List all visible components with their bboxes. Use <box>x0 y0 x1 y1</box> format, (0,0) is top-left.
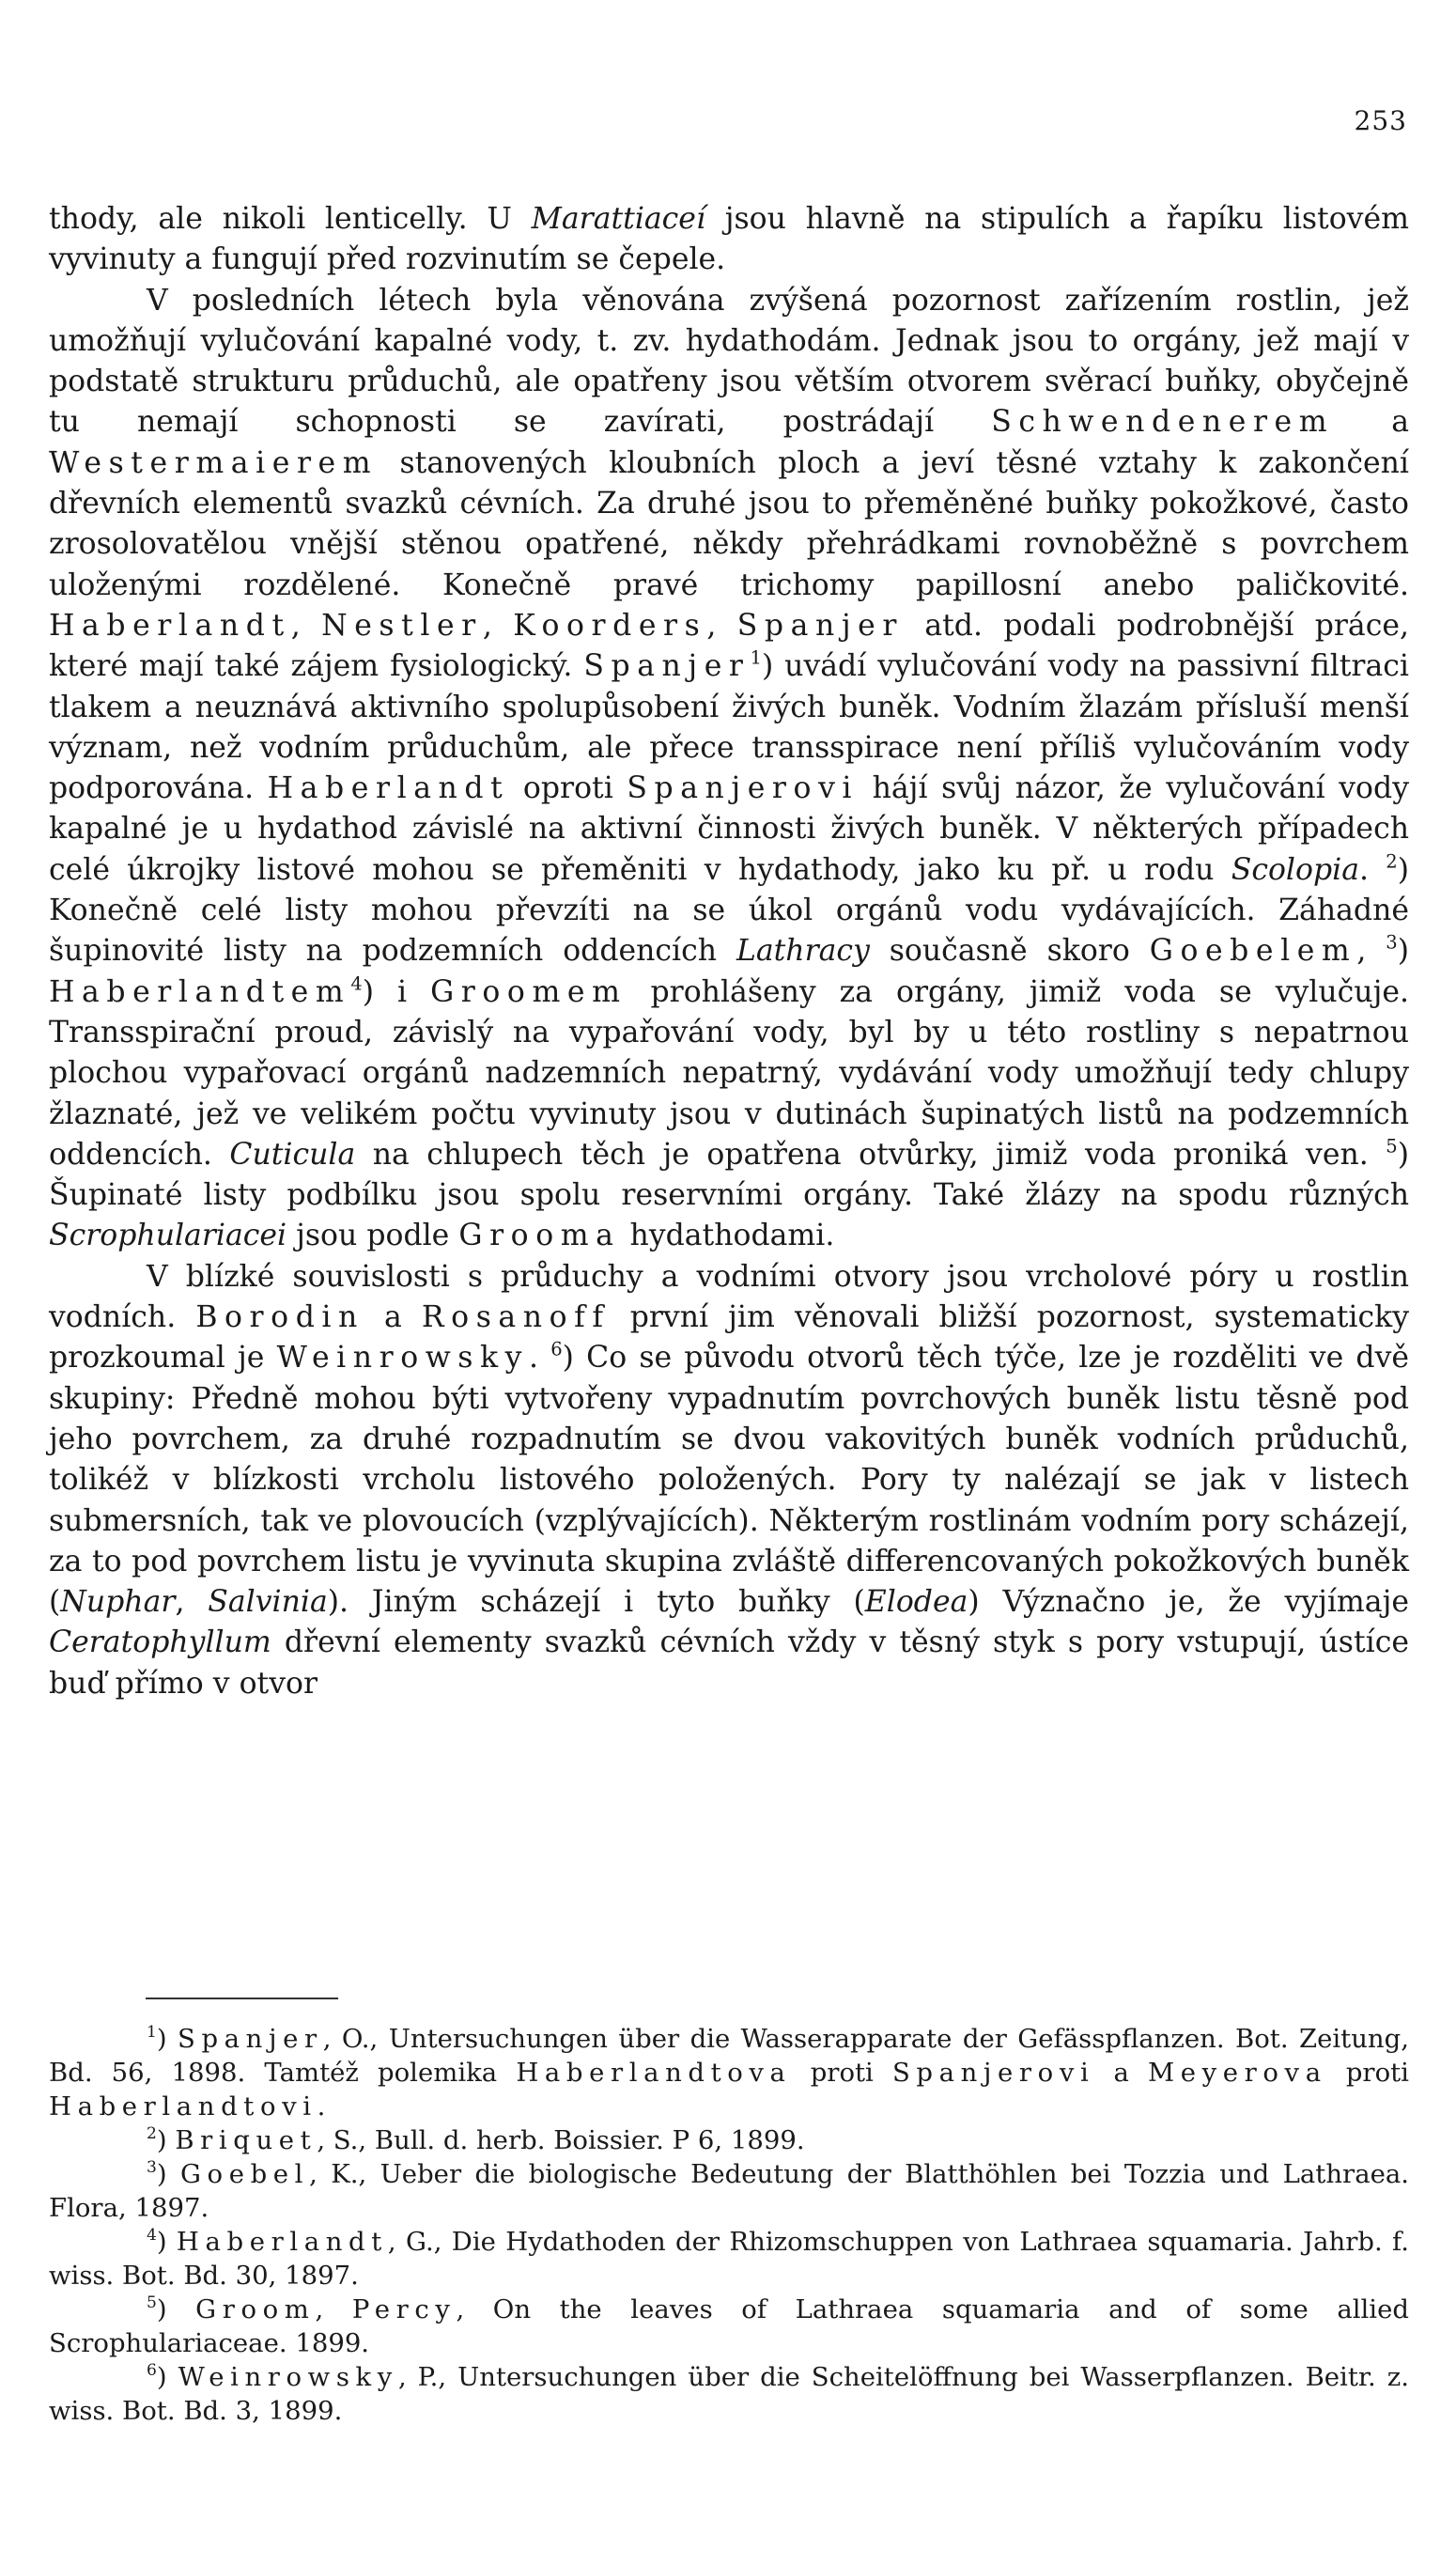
text-run: hájí svůj názor, že vylučování vody kapalné je u hydathod závislé na aktivní činnosti živých buněk. V některých případech celé úkrojky listové mohou se přeměniti v hydathody, jako ku př. u rodu <box>49 771 1409 887</box>
text-run: proti <box>791 2058 892 2088</box>
italic-term: Nuphar <box>60 1585 176 1620</box>
spaced-name: Borodin <box>195 1300 364 1335</box>
spaced-name: Rosanoff <box>421 1300 611 1335</box>
spaced-name: Schwendenerem <box>991 405 1335 440</box>
spaced-name: Weinrowsky <box>178 2362 398 2392</box>
text-run: ) <box>156 2362 178 2392</box>
spaced-name: Meyerova <box>1148 2058 1327 2088</box>
italic-term: Salvinia <box>208 1585 328 1620</box>
spaced-name: Westermaierem <box>49 445 379 480</box>
text-run: ) uvádí vylučování vody na passivní filtraci tlakem a neuznává aktivního spolupůsobení živých buněk. Vodním žlazám přísluší menší význam, než vodním průduchům, ale přece transspirace není příliš vylučováním vody podporována. <box>49 649 1409 806</box>
footnote-marker: 3 <box>147 2157 157 2177</box>
spaced-name: Koorders <box>513 608 707 643</box>
text-run: , <box>175 1585 209 1620</box>
footnote <box>49 2157 1409 2225</box>
text-run: první jim věnovali bližší pozornost, systematicky prozkoumal je <box>49 1300 1409 1376</box>
text-run: atd. podali podrobnější práce, které mají také zájem fysiologický. <box>49 608 1410 684</box>
footnote-marker: 4 <box>147 2225 157 2245</box>
text-run: ) <box>156 2125 176 2155</box>
text-run: ) Konečně celé listy mohou převzíti na se úkol orgánů vodu vydávajících. Záhadné šupinovité listy na podzemních oddencích <box>49 852 1409 969</box>
text-run: proti <box>1326 2058 1409 2088</box>
text-run: jsou hlavně na stipulích a řapíku listovém vyvinuty a fungují před rozvinutím se čepele. <box>49 202 1409 277</box>
text-run: , On the leaves of Lathraea squamaria and of some allied Scrophulariaceae. 1899. <box>49 2294 1409 2358</box>
text-run: , <box>315 2294 352 2324</box>
footnote-marker: 5 <box>1386 1135 1398 1158</box>
spaced-name: Grooma <box>458 1219 621 1253</box>
text-run: ) Šupinaté listy podbílku jsou spolu reservními orgány. Také žlázy na spodu různých <box>49 1137 1409 1213</box>
italic-term: Scolopia <box>1231 852 1359 887</box>
spaced-name: Haberlandtovi <box>49 2091 318 2122</box>
paragraph <box>49 281 1409 1257</box>
text-run: ) <box>156 2159 180 2189</box>
text-run: a <box>1094 2058 1149 2088</box>
paragraph <box>49 1257 1409 1704</box>
footnote <box>49 2123 1409 2157</box>
footnote <box>49 2225 1409 2293</box>
text-run: hydathodami. <box>620 1219 835 1253</box>
paragraph <box>49 199 1409 281</box>
text-run: ). Jiným scházejí i tyto buňky ( <box>327 1585 865 1620</box>
body-text <box>49 199 1409 1704</box>
text-run: stanovených kloubních ploch a jeví těsné vztahy k zakončení dřevních elementů svazků cévních. Za druhé jsou to přeměněné buňky pokožkové, často zrosolovatělou vnější stěnou opatřené, někdy přehrádkami rovnoběžně s povrchem uloženými rozdělené. Konečně pravé trichomy papillosní anebo paličkovité. <box>49 445 1409 602</box>
text-run: ) <box>156 2024 178 2054</box>
footnote-marker: 6 <box>147 2360 157 2380</box>
italic-term: Cuticula <box>229 1137 356 1172</box>
spaced-name: Spanjerovi <box>891 2058 1095 2088</box>
text-run: ) Význačno je, že vyjímaje <box>968 1585 1409 1620</box>
text-run: ) i <box>362 974 431 1009</box>
text-run: , K., Ueber die biologische Bedeutung der Blatthöhlen bei Tozzia und Lathraea. Flora, 1897. <box>49 2159 1409 2223</box>
spaced-name: Haberlandt <box>49 608 291 643</box>
spaced-name: Spanjer <box>583 649 751 684</box>
footnote-marker: 2 <box>147 2123 157 2143</box>
footnote <box>49 2022 1409 2123</box>
spaced-name: Groomem <box>430 974 627 1009</box>
footnote <box>49 2360 1409 2428</box>
text-run: a <box>1334 405 1410 440</box>
spaced-name: Haberlandtem <box>49 974 351 1009</box>
text-run: prohlášeny za orgány, jimiž voda se vylučuje. Transspirační proud, závislý na vypařování vody, byl by u této rostliny s nepatrnou plochou vypařovací orgánů nadzemních nepatrný, vydávání vody umožňují tedy chlupy žlaznaté, jež ve velikém počtu vyvinuty jsou v dutinách šupinatých listů na podzemních oddencích. <box>49 974 1410 1172</box>
footnote-marker: 5 <box>147 2293 157 2312</box>
text-run: a <box>364 1300 422 1335</box>
text-run: V blízké souvislosti s průduchy a vodními otvory jsou vrcholové póry u rostlin vodních. <box>49 1259 1409 1335</box>
text-run: , O., Untersuchungen über die Wasserapparate der Gefässpflanzen. Bot. Zeitung, Bd. 56, 1898. Tamtéž polemika <box>49 2024 1409 2088</box>
spaced-name: Groom <box>195 2294 316 2324</box>
italic-term: Marattiaceí <box>531 202 706 236</box>
spaced-name: Percy <box>351 2294 457 2324</box>
spaced-name: Goebelem <box>1149 934 1357 969</box>
spaced-name: Spanjer <box>736 608 904 643</box>
text-run: , P., Untersuchungen über die Scheitelöffnung bei Wasserpflanzen. Beitr. z. wiss. Bot. Bd. 3, 1899. <box>49 2362 1409 2426</box>
text-run: oproti <box>509 771 627 806</box>
text-run: , <box>290 608 322 643</box>
footnote-marker: 1 <box>147 2022 157 2042</box>
spaced-name: Spanjerovi <box>627 771 860 806</box>
spaced-name: Nestler <box>321 608 483 643</box>
spaced-name: Haberlandtova <box>516 2058 792 2088</box>
text-run: , <box>706 608 737 643</box>
text-run: na chlupech těch je opatřena otvůrky, jimiž voda proniká ven. <box>355 1137 1386 1172</box>
text-run: jsou podle <box>287 1219 459 1253</box>
text-run: . <box>317 2091 326 2122</box>
text-run: . <box>529 1341 551 1376</box>
text-run: , G., Die Hydathoden der Rhizomschuppen von Lathraea squamaria. Jahrb. f. wiss. Bot. Bd. 30, 1897. <box>49 2227 1409 2291</box>
spaced-name: Goebel <box>179 2159 310 2189</box>
text-run: ) <box>156 2294 196 2324</box>
spaced-name: Haberlandt <box>267 771 510 806</box>
text-run: , <box>482 608 514 643</box>
text-run: , <box>1356 934 1386 969</box>
text-run: ) <box>1397 934 1409 969</box>
text-run: thody, ale nikoli lenticelly. U <box>49 202 532 236</box>
page-number: 253 <box>1354 105 1407 136</box>
spaced-name: Spanjer <box>178 2024 323 2054</box>
text-run: dřevní elementy svazků cévních vždy v těsný styk s pory vstupují, ústíce buď přímo v otvor <box>49 1625 1409 1701</box>
italic-term: Lathracy <box>736 934 870 969</box>
footnote <box>49 2293 1409 2360</box>
italic-term: Scrophulariacei <box>49 1219 287 1253</box>
spaced-name: Weinrowsky <box>276 1341 530 1376</box>
spaced-name: Haberlandt <box>176 2227 388 2257</box>
spaced-name: Briquet <box>175 2125 318 2155</box>
text-run: , S., Bull. d. herb. Boissier. P 6, 1899. <box>317 2125 805 2155</box>
text-run: V posledních létech byla věnována zvýšená pozornost zařízením rostlin, jež umožňují vylučování kapalné vody, t. zv. hydathodám. Jednak jsou to orgány, jež mají v podstatě strukturu průduchů, ale opatřeny jsou větším otvorem svěrací buňky, obyčejně tu nemají schopnosti se zavírati, postrádají <box>49 283 1409 440</box>
footnote-marker: 3 <box>1386 931 1398 954</box>
italic-term: Elodea <box>864 1585 968 1620</box>
text-run: . <box>1358 852 1386 887</box>
italic-term: Ceratophyllum <box>49 1625 271 1660</box>
footnote-marker: 1 <box>750 646 762 669</box>
text-run: ) <box>156 2227 177 2257</box>
text-run: ) Co se původu otvorů těch týče, lze je rozděliti ve dvě skupiny: Předně mohou býti vytvořeny vypadnutím povrchových buněk listu těsně pod jeho povrchem, za druhé rozpadnutím se dvou vakovitých buněk vodních průduchů, tolikéž v blízkosti vrcholu listového položených. Pory ty nalézají se jak v listech submersních, tak ve plovoucích (vzplývajících). Některým rostlinám vodním pory scházejí, za to pod povrchem listu je vyvinuta skupina zvláště differencovaných pokožkových buněk ( <box>49 1341 1410 1620</box>
footnotes <box>49 2022 1409 2428</box>
text-run: současně skoro <box>869 934 1150 969</box>
footnote-marker: 2 <box>1386 850 1398 873</box>
footnote-marker: 6 <box>550 1338 563 1360</box>
footnote-divider <box>146 1998 338 1999</box>
footnote-marker: 4 <box>350 972 363 994</box>
